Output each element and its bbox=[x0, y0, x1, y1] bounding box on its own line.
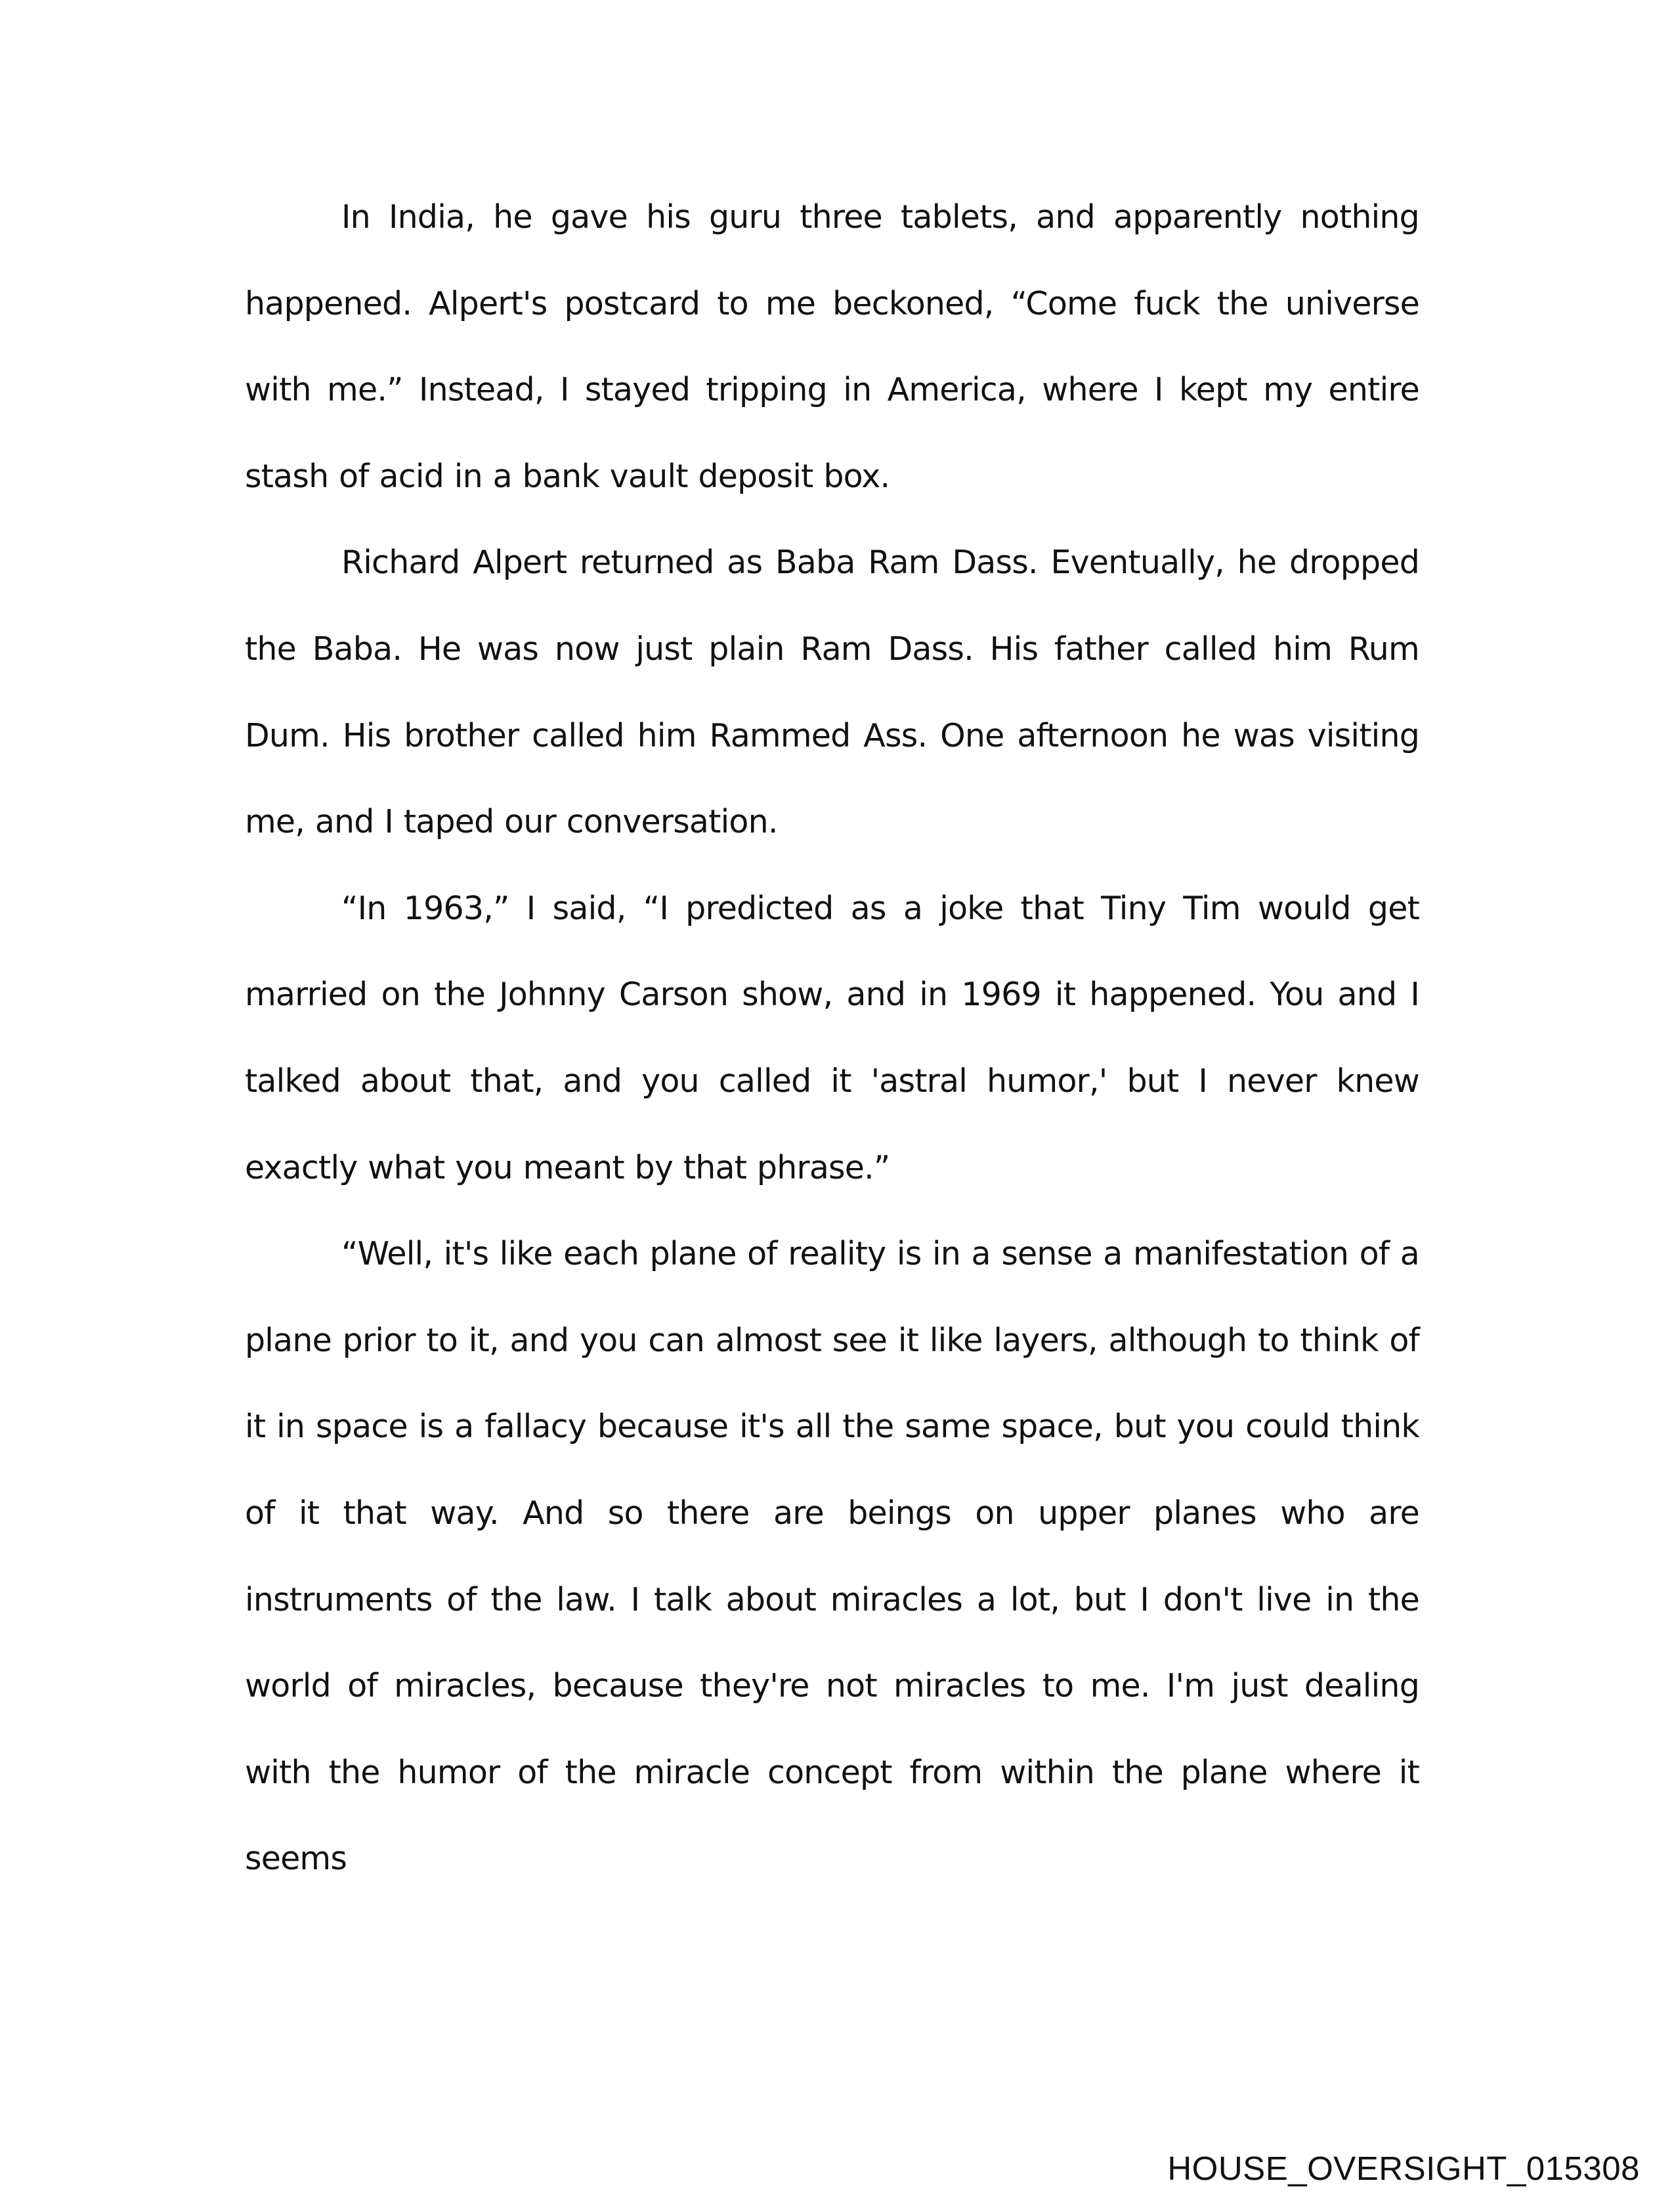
body-text bbox=[245, 174, 1419, 1902]
paragraph-planes-of-reality: “Well, it's like each plane of reality is in a sense a manifestation of a plane prior to it, and you can almost see it like layers, although to think of it in space is a fallacy because it's all the same space, but you could think of it that way. And so there are beings on upper planes who are instruments of the law. I talk about miracles a lot, but I don't live in the world of miracles, because they're not miracles to me. I'm just dealing with the humor of the miracle concept from within the plane where it seems bbox=[245, 1235, 1419, 1878]
paragraph-guru-tablets: In India, he gave his guru three tablets, and apparently nothing happened. Alpert's postcard to me beckoned, “Come fuck the universe with me.” Instead, I stayed tripping in America, where I kept my entire stash of acid in a bank vault deposit box. bbox=[245, 198, 1419, 495]
paragraph-ram-dass: Richard Alpert returned as Baba Ram Dass. Eventually, he dropped the Baba. He was now just plain Ram Dass. His father called him Rum Dum. His brother called him Rammed Ass. One afternoon he was visiting me, and I taped our conversation. bbox=[245, 544, 1419, 841]
bates-number-footer: HOUSE_OVERSIGHT_015308 bbox=[1167, 2150, 1640, 2187]
paragraph-astral-humor-question: “In 1963,” I said, “I predicted as a joke that Tiny Tim would get married on the Johnny Carson show, and in 1969 it happened. You and I talked about that, and you called it 'astral humor,' but I never knew exactly what you meant by that phrase.” bbox=[245, 889, 1419, 1186]
